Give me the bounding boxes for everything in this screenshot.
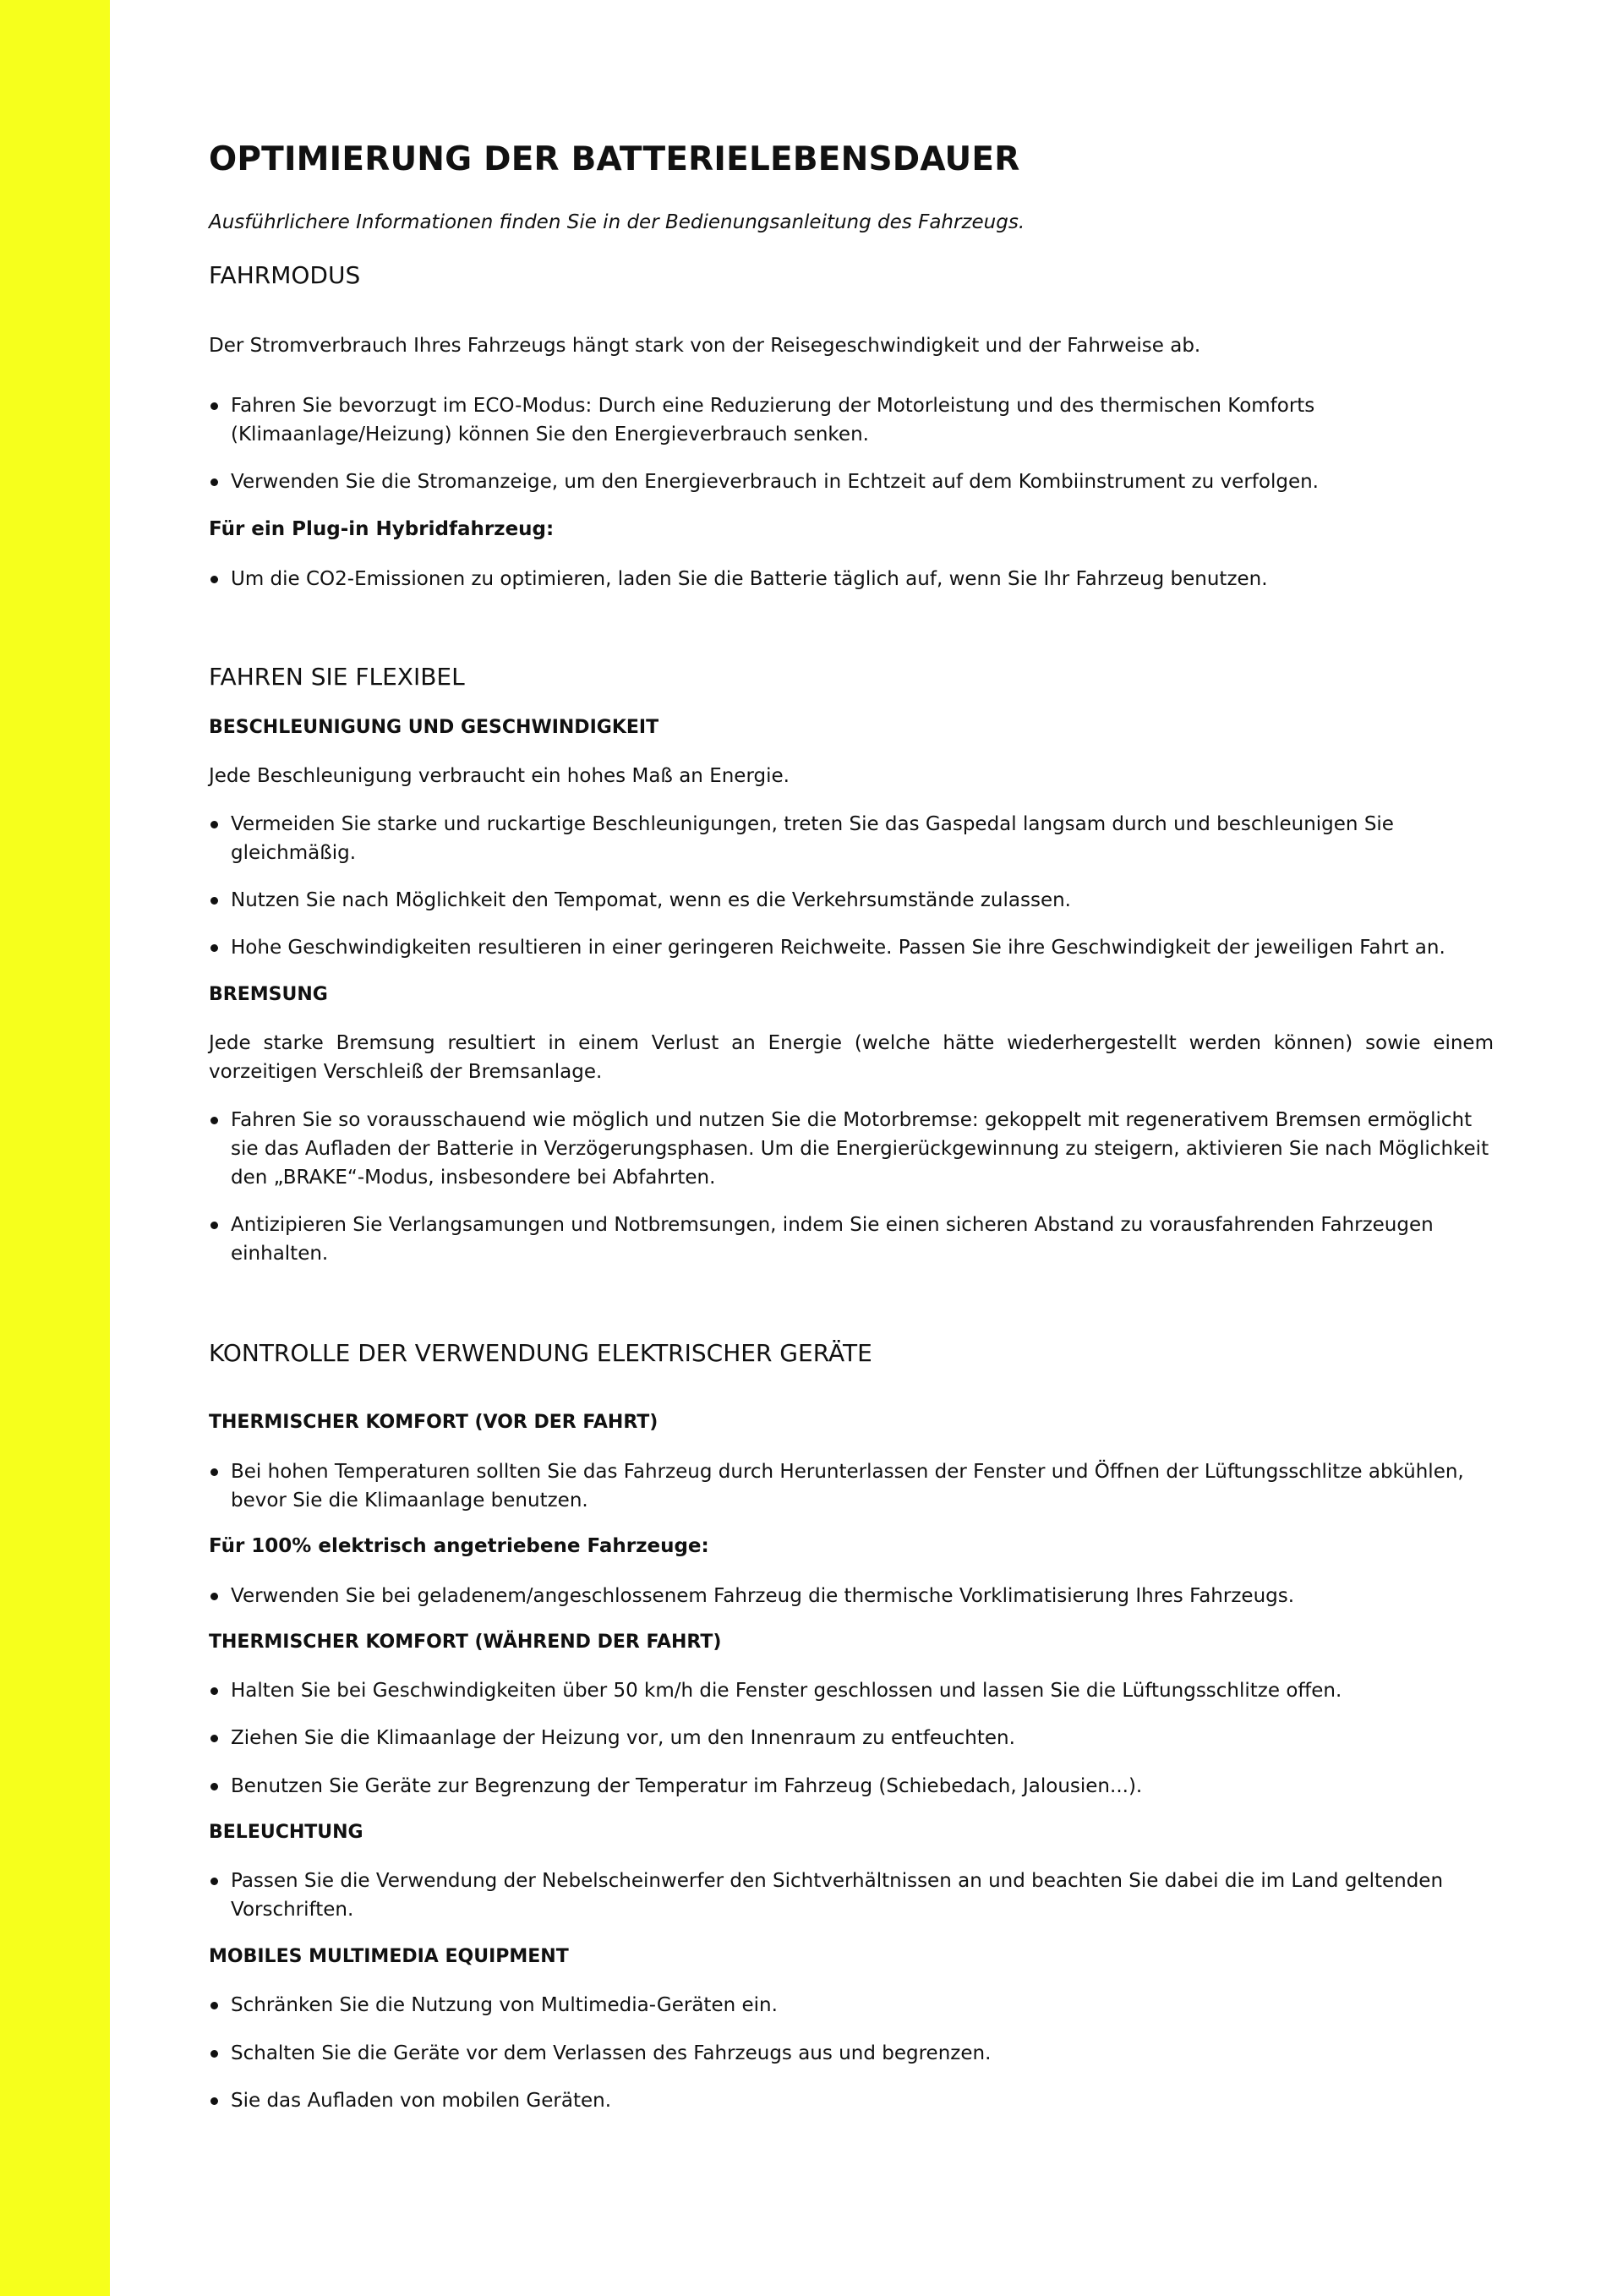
- bullet-icon: [210, 1878, 218, 1885]
- list-item: Schalten Sie die Geräte vor dem Verlassen des Fahrzeugs aus und begrenzen.: [209, 2039, 1494, 2068]
- bullet-icon: [210, 1222, 218, 1229]
- bullet-icon: [210, 1687, 218, 1695]
- list-item: Sie das Aufladen von mobilen Geräten.: [209, 2086, 1494, 2115]
- bullet-icon: [210, 2050, 218, 2058]
- list-item: Passen Sie die Verwendung der Nebelscheinwerfer den Sichtverhältnissen an und beachten Sie dabei die im Land geltenden Vorschriften.: [209, 1867, 1494, 1924]
- beschleunigung-intro: Jede Beschleunigung verbraucht ein hohes Maß an Energie.: [209, 765, 790, 787]
- bullet-icon: [210, 1783, 218, 1790]
- list-item: Fahren Sie so vorausschauend wie möglich und nutzen Sie die Motorbremse: gekoppelt mit regenerativem Bremsen ermöglicht sie das Aufladen der Batterie in Verzögerungsphasen. Um die Energierückgewinnung zu steigern, aktivieren Sie nach Möglichkeit den „BRAKE“-Modus, insbesondere bei Abfahrten.: [209, 1106, 1494, 1192]
- bullet-icon: [210, 2002, 218, 2009]
- bullet-icon: [210, 1735, 218, 1742]
- subheading-komfort-vor: THERMISCHER KOMFORT (VOR DER FAHRT): [209, 1412, 658, 1433]
- fahrmodus-intro: Der Stromverbrauch Ihres Fahrzeugs hängt stark von der Reisegeschwindigkeit und der Fahrweise ab.: [209, 335, 1201, 357]
- bullet-icon: [210, 576, 218, 583]
- subheading-komfort-waehrend: THERMISCHER KOMFORT (WÄHREND DER FAHRT): [209, 1632, 722, 1653]
- list-item: Antizipieren Sie Verlangsamungen und Notbremsungen, indem Sie einen sicheren Abstand zu vorausfahrenden Fahrzeugen einhalten.: [209, 1211, 1494, 1268]
- bullet-icon: [210, 821, 218, 828]
- hybrid-label: Für ein Plug-in Hybridfahrzeug:: [209, 518, 555, 540]
- list-item: Bei hohen Temperaturen sollten Sie das Fahrzeug durch Herunterlassen der Fenster und Öffnen der Lüftungsschlitze abkühlen, bevor Sie die Klimaanlage benutzen.: [209, 1457, 1494, 1515]
- manual-note: Ausführlichere Informationen finden Sie in der Bedienungsanleitung des Fahrzeugs.: [209, 211, 1025, 233]
- list-item: Nutzen Sie nach Möglichkeit den Tempomat, wenn es die Verkehrsumstände zulassen.: [209, 886, 1494, 915]
- list-item: Um die CO2-Emissionen zu optimieren, laden Sie die Batterie täglich auf, wenn Sie Ihr Fahrzeug benutzen.: [209, 565, 1494, 593]
- subheading-bremsung: BREMSUNG: [209, 984, 328, 1005]
- list-item: Halten Sie bei Geschwindigkeiten über 50 km/h die Fenster geschlossen und lassen Sie die Lüftungsschlitze offen.: [209, 1676, 1494, 1705]
- page-title: OPTIMIERUNG DER BATTERIELEBENSDAUER: [209, 140, 1020, 178]
- list-item: Ziehen Sie die Klimaanlage der Heizung vor, um den Innenraum zu entfeuchten.: [209, 1724, 1494, 1752]
- subheading-multimedia: MOBILES MULTIMEDIA EQUIPMENT: [209, 1946, 569, 1967]
- ev-label: Für 100% elektrisch angetriebene Fahrzeuge:: [209, 1535, 709, 1557]
- yellow-side-bar: [0, 0, 110, 2296]
- bullet-icon: [210, 478, 218, 486]
- subheading-beleuchtung: BELEUCHTUNG: [209, 1822, 363, 1843]
- list-item: Benutzen Sie Geräte zur Begrenzung der Temperatur im Fahrzeug (Schiebedach, Jalousien...).: [209, 1772, 1494, 1801]
- list-item: Vermeiden Sie starke und ruckartige Beschleunigungen, treten Sie das Gaspedal langsam durch und beschleunigen Sie gleichmäßig.: [209, 810, 1494, 867]
- list-item: Hohe Geschwindigkeiten resultieren in einer geringeren Reichweite. Passen Sie ihre Geschwindigkeit der jeweiligen Fahrt an.: [209, 933, 1494, 962]
- list-item: Schränken Sie die Nutzung von Multimedia-Geräten ein.: [209, 1991, 1494, 2020]
- list-item: Verwenden Sie bei geladenem/angeschlossenem Fahrzeug die thermische Vorklimatisierung Ihres Fahrzeugs.: [209, 1582, 1494, 1610]
- bullet-icon: [210, 1593, 218, 1600]
- bullet-icon: [210, 1117, 218, 1124]
- section-heading-fahrmodus: FAHRMODUS: [209, 261, 361, 289]
- subheading-beschleunigung: BESCHLEUNIGUNG UND GESCHWINDIGKEIT: [209, 717, 659, 738]
- list-item: Fahren Sie bevorzugt im ECO-Modus: Durch eine Reduzierung der Motorleistung und des thermischen Komforts (Klimaanlage/Heizung) können Sie den Energieverbrauch senken.: [209, 391, 1494, 449]
- bremsung-intro: Jede starke Bremsung resultiert in einem Verlust an Energie (welche hätte wiederhergestellt werden können) sowie einem vorzeitigen Verschleiß der Bremsanlage.: [209, 1032, 1494, 1083]
- bullet-icon: [210, 897, 218, 905]
- section-heading-geraete: KONTROLLE DER VERWENDUNG ELEKTRISCHER GERÄTE: [209, 1339, 872, 1367]
- list-item: Verwenden Sie die Stromanzeige, um den Energieverbrauch in Echtzeit auf dem Kombiinstrument zu verfolgen.: [209, 467, 1494, 496]
- bullet-icon: [210, 944, 218, 952]
- section-heading-flexibel: FAHREN SIE FLEXIBEL: [209, 663, 465, 691]
- bullet-icon: [210, 1468, 218, 1476]
- bullet-icon: [210, 402, 218, 410]
- bullet-icon: [210, 2097, 218, 2105]
